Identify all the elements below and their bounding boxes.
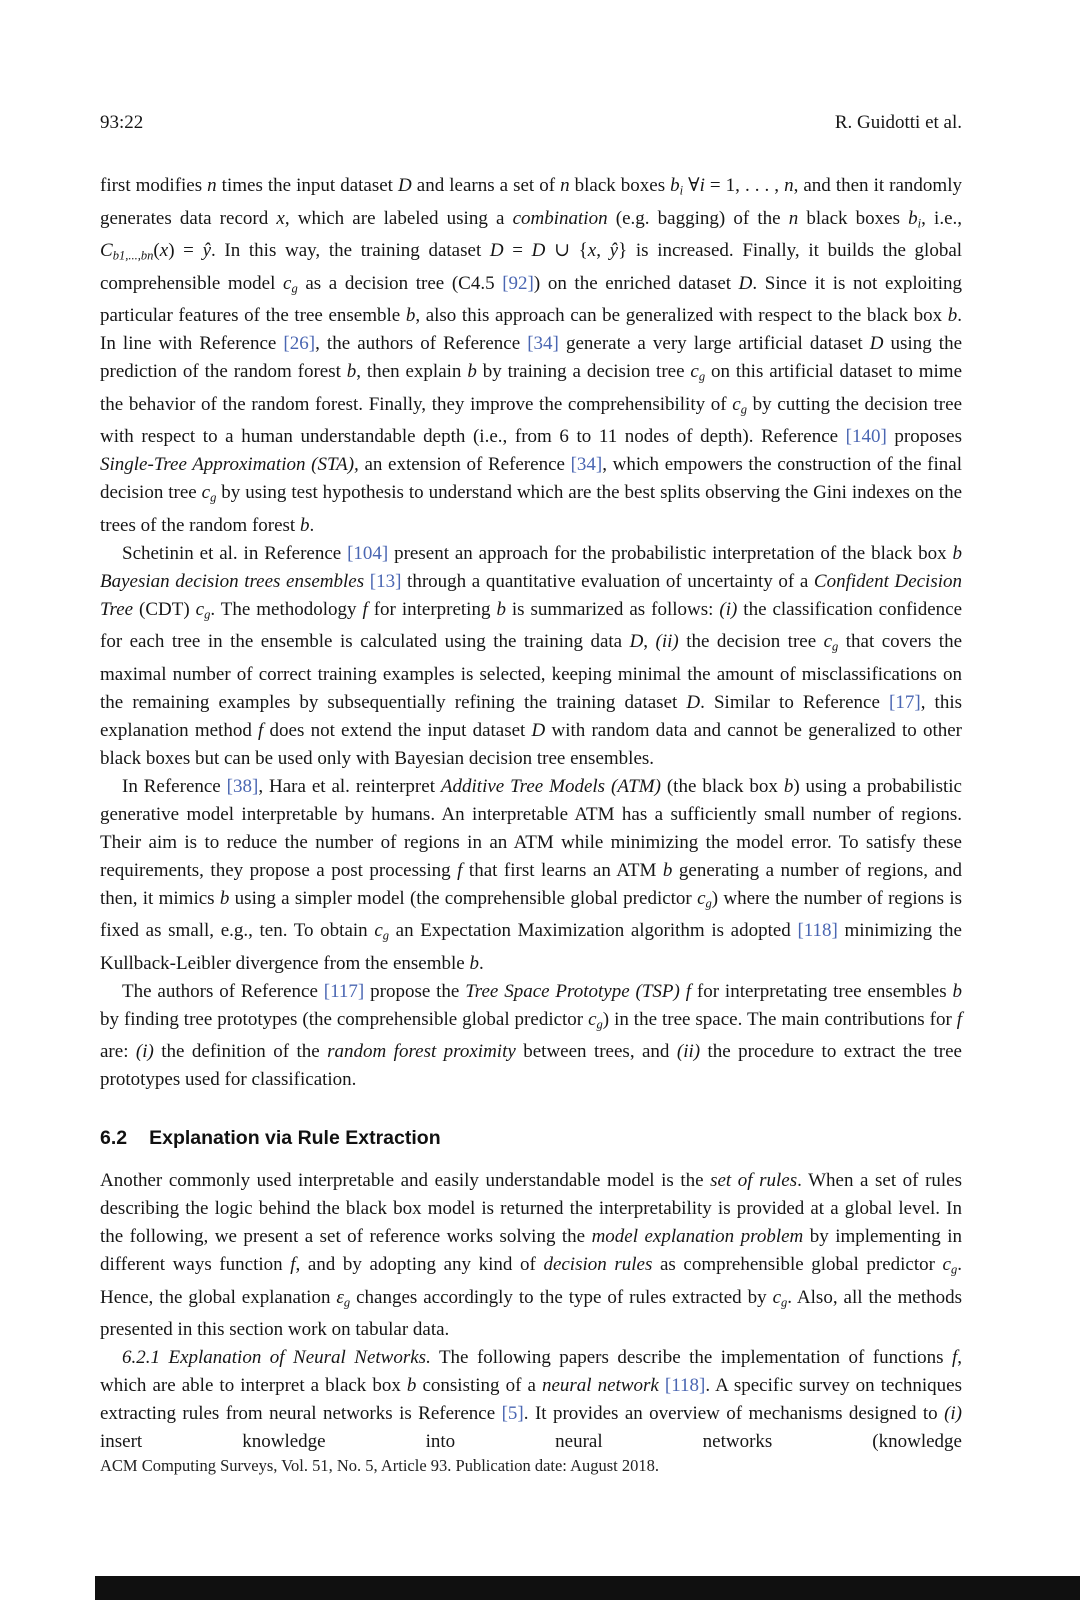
subscript-run: i: [679, 183, 684, 198]
italic-run: c: [588, 1008, 597, 1030]
text-run: first modifies: [100, 175, 208, 196]
italic-run: b: [952, 980, 962, 1002]
text-run: . It provides an overview of mechanisms designed to: [523, 1403, 945, 1424]
citation-link[interactable]: [26]: [283, 333, 316, 354]
italic-run: f: [258, 719, 264, 741]
paragraph-6-2-1-neural-networks: [100, 1344, 962, 1456]
citation-link[interactable]: [5]: [501, 1403, 524, 1424]
subscript-run: b1,...,bn: [112, 248, 154, 263]
italic-run: D: [398, 175, 412, 196]
italic-run: ŷ: [609, 240, 619, 261]
text-run: times the input dataset: [216, 175, 398, 196]
italic-run: b: [469, 952, 479, 974]
text-run: propose the: [364, 980, 466, 1002]
italic-run: Confident Decision Tree: [100, 570, 963, 620]
subscript-run: g: [210, 490, 217, 505]
italic-run: b: [952, 542, 962, 564]
text-run: present an approach for the probabilistic interpretation of the black box: [388, 542, 953, 564]
text-run: does not extend the input dataset: [263, 719, 532, 741]
subscript-run: i: [917, 216, 922, 230]
text-run: = 1, . . . ,: [704, 175, 785, 196]
text-run: by finding tree prototypes (the comprehensible global predictor: [100, 1008, 589, 1030]
citation-link[interactable]: [140]: [845, 426, 887, 447]
italic-run: c: [697, 887, 706, 909]
text-run: ∀: [683, 175, 700, 196]
text-run: are:: [100, 1041, 136, 1062]
text-run: the definition of the: [153, 1041, 328, 1062]
text-run: for interpretating tree ensembles: [691, 980, 953, 1002]
italic-run: (ii): [655, 631, 679, 652]
italic-run: Additive Tree Models (ATM): [440, 775, 661, 797]
text-run: =: [503, 240, 532, 261]
text-run: .: [478, 952, 484, 974]
text-run: for interpreting: [367, 598, 497, 620]
italic-run: c: [690, 361, 699, 382]
text-run: (CDT): [133, 598, 196, 620]
subscript-run: g: [382, 928, 390, 943]
italic-run: c: [823, 631, 833, 652]
italic-run: D: [531, 240, 546, 261]
text-run: as a decision tree (C4.5: [297, 272, 503, 294]
subscript-run: g: [698, 369, 706, 384]
italic-run: c: [374, 920, 383, 941]
text-run: , which empowers the construction of the final decision tree: [100, 454, 962, 503]
italic-run: c: [772, 1286, 782, 1308]
text-run: ) on the enriched dataset: [533, 272, 739, 294]
italic-run: c: [732, 393, 741, 415]
text-run: (the black box: [660, 775, 784, 797]
text-run: that first learns an ATM: [462, 859, 663, 881]
page-footer: [100, 1456, 659, 1476]
text-run: ,: [596, 240, 610, 261]
text-run: , which are labeled using a: [284, 207, 513, 229]
running-authors: R. Guidotti et al.: [834, 112, 962, 133]
italic-run: n: [560, 175, 570, 196]
italic-run: 6.2.1 Explanation of Neural Networks.: [122, 1347, 431, 1368]
text-run: The following papers describe the implementation of functions: [430, 1347, 952, 1368]
text-run: generate a very large artificial dataset: [558, 333, 870, 354]
text-run: insert knowledge into neural networks (knowledge: [100, 1431, 962, 1452]
text-run: minimizing the Kullback-Leibler divergence from the ensemble: [100, 920, 962, 974]
italic-run: set of rules: [710, 1170, 798, 1191]
text-run: Another commonly used interpretable and easily understandable model is the: [100, 1170, 711, 1191]
text-run: , which are able to interpret a black box: [100, 1347, 962, 1396]
text-run: Schetinin et al. in Reference: [122, 542, 348, 564]
italic-run: f: [685, 980, 692, 1002]
italic-run: (i): [719, 598, 738, 620]
citation-link[interactable]: [13]: [369, 570, 402, 592]
text-run: using the prediction of the random forest: [100, 333, 963, 382]
italic-run: b: [299, 514, 310, 536]
text-run: by implementing in different ways function: [100, 1226, 962, 1275]
text-run: ) =: [168, 240, 203, 261]
text-run: . A specific survey on techniques extracting rules from neural networks is Reference: [100, 1375, 962, 1424]
italic-run: Tree Space Prototype (TSP): [465, 980, 680, 1002]
page-header: [100, 112, 962, 134]
subscript-run: g: [291, 281, 298, 295]
subscript-run: g: [740, 402, 747, 416]
text-run: is summarized as follows:: [505, 598, 720, 620]
page-body: [100, 172, 962, 1456]
citation-link[interactable]: [92]: [502, 272, 534, 294]
text-run: black boxes: [569, 175, 671, 196]
italic-run: neural network: [541, 1375, 659, 1396]
citation-link[interactable]: [118]: [664, 1375, 706, 1396]
italic-run: b: [670, 175, 680, 196]
text-run: ) using a probabilistic generative model interpretable by humans. An interpretable ATM has a sufficiently small number of regions. Their aim is to reduce the number of regions in an ATM while minimizing the model error. To satisfy these requirements, they propose a post processing: [100, 775, 962, 881]
text-run: , and then it randomly generates data record: [100, 175, 962, 229]
text-run: The authors of Reference: [122, 980, 324, 1002]
text-run: and learns a set of: [411, 175, 561, 196]
italic-run: ε: [336, 1286, 344, 1308]
text-run: ,: [643, 631, 656, 652]
text-run: by using test hypothesis to understand which are the best splits observing the Gini indexes on the trees of the random forest: [100, 482, 962, 536]
italic-run: D: [489, 240, 504, 261]
italic-run: i: [699, 175, 705, 196]
citation-link[interactable]: [17]: [889, 691, 921, 713]
italic-run: b: [662, 859, 673, 881]
text-run: . In this way, the training dataset: [211, 240, 490, 261]
citation-link[interactable]: [118]: [797, 920, 838, 941]
italic-run: b: [405, 305, 416, 326]
citation-link[interactable]: [117]: [323, 980, 365, 1002]
text-run: , i.e.,: [921, 207, 963, 229]
italic-run: combination: [512, 207, 608, 229]
text-run: using a simpler model (the comprehensible global predictor: [229, 887, 698, 909]
italic-run: b: [346, 361, 357, 382]
italic-run: b: [908, 207, 918, 229]
text-run: as comprehensible global predictor: [652, 1254, 943, 1275]
italic-run: Bayesian decision trees ensembles: [100, 570, 365, 592]
text-run: changes accordingly to the type of rules extracted by: [350, 1286, 773, 1308]
text-run: , Hara et al. reinterpret: [258, 775, 441, 797]
paragraph-tree-approximation: [100, 172, 962, 540]
text-run: In Reference: [122, 775, 227, 797]
subscript-run: g: [832, 639, 839, 654]
italic-run: c: [201, 482, 211, 503]
subscript-run: g: [781, 1295, 788, 1309]
text-run: , this explanation method: [100, 691, 962, 741]
citation-link[interactable]: [104]: [347, 542, 389, 564]
section-title: Explanation via Rule Extraction: [149, 1127, 441, 1149]
text-run: . Similar to Reference: [700, 691, 890, 713]
footer-citation-line: ACM Computing Surveys, Vol. 51, No. 5, Article 93. Publication date: August 2018.: [100, 1456, 660, 1475]
text-run: . Hence, the global explanation: [100, 1254, 962, 1308]
italic-run: x: [587, 240, 597, 261]
text-run: , the authors of Reference: [315, 333, 528, 354]
text-run: on this artificial dataset to mime the behavior of the random forest. Finally, they improve the comprehensibility of: [100, 361, 963, 415]
italic-run: (i): [944, 1403, 963, 1424]
italic-run: n: [207, 175, 217, 196]
italic-run: b: [496, 598, 506, 620]
italic-run: D: [531, 719, 546, 741]
subscript-run: g: [596, 1017, 603, 1031]
text-run: consisting of a: [416, 1375, 542, 1396]
text-run: proposes: [886, 426, 962, 447]
text-run: that covers the maximal number of correct training examples is selected, keeping minimal the amount of misclassifications on the remaining examples by subsequentially refining the training dataset: [100, 631, 962, 713]
text-run: .: [309, 514, 315, 536]
text-run: black boxes: [798, 207, 909, 229]
italic-run: f: [956, 1008, 962, 1030]
italic-run: (i): [135, 1041, 154, 1062]
italic-run: random forest proximity: [327, 1041, 516, 1062]
italic-run: f: [362, 598, 368, 620]
subscript-run: g: [705, 896, 712, 910]
italic-run: decision rules: [543, 1254, 653, 1275]
text-run: an Expectation Maximization algorithm is adopted: [389, 920, 798, 941]
subscript-run: g: [204, 607, 211, 621]
paragraph-rule-extraction-intro: [100, 1167, 962, 1344]
text-run: with random data and cannot be generalized to other black boxes but can be used only with Bayesian decision tree ensembles.: [100, 719, 962, 769]
text-run: } is increased. Finally, it builds the global comprehensible model: [100, 240, 963, 294]
text-run: by training a decision tree: [476, 361, 691, 382]
paragraph-hara-atm: [100, 773, 962, 978]
subscript-run: g: [950, 1262, 958, 1277]
text-run: the classification confidence for each tree in the ensemble is calculated using the training data: [100, 598, 963, 652]
text-run: ) in the tree space. The main contributions for: [602, 1008, 957, 1030]
text-run: (: [153, 240, 160, 261]
italic-run: x: [159, 240, 169, 261]
text-run: ) where the number of regions is fixed as small, e.g., ten. To obtain: [100, 887, 962, 941]
citation-link[interactable]: [34]: [527, 333, 559, 354]
italic-run: C: [100, 240, 113, 261]
text-run: (e.g. bagging) of the: [607, 207, 789, 229]
citation-link[interactable]: [38]: [226, 775, 259, 797]
text-run: through a quantitative evaluation of uncertainty of a: [401, 570, 814, 592]
italic-run: x: [276, 207, 285, 229]
paragraph-schetinin: [100, 540, 962, 773]
italic-run: c: [942, 1254, 951, 1275]
italic-run: D: [686, 691, 701, 713]
text-run: , then explain: [356, 361, 468, 382]
italic-run: c: [195, 598, 205, 620]
subscript-run: g: [343, 1295, 351, 1309]
text-run: , and by adopting any kind of: [295, 1254, 544, 1275]
section-number: 6.2: [100, 1127, 128, 1149]
italic-run: D: [869, 333, 884, 354]
italic-run: f: [290, 1254, 296, 1275]
text-run: . The methodology: [210, 598, 363, 620]
section-heading-6-2: [100, 1124, 962, 1152]
text-run: . Also, all the methods presented in this section work on tabular data.: [100, 1286, 962, 1340]
text-run: . In line with Reference: [100, 305, 963, 354]
text-run: the decision tree: [678, 631, 824, 652]
italic-run: c: [283, 272, 292, 294]
citation-link[interactable]: [34]: [570, 454, 603, 475]
paragraph-tree-space-prototype: [100, 978, 962, 1095]
italic-run: n: [788, 207, 799, 229]
text-run: the procedure to extract the tree prototypes used for classification.: [100, 1041, 962, 1090]
text-run: between trees, and: [515, 1041, 677, 1062]
italic-run: b: [219, 887, 230, 909]
italic-run: D: [738, 272, 753, 294]
text-run: generating a number of regions, and then, it mimics: [100, 859, 962, 909]
text-run: . Since it is not exploiting particular features of the tree ensemble: [100, 272, 962, 326]
italic-run: f: [457, 859, 463, 881]
text-run: by cutting the decision tree with respect to a human understandable depth (i.e., from 6 to 11 nodes of depth). Reference: [100, 393, 962, 447]
italic-run: D: [629, 631, 644, 652]
italic-run: b: [947, 305, 958, 326]
text-run: an extension of Reference: [358, 454, 571, 475]
text-run: , also this approach can be generalized with respect to the black box: [415, 305, 948, 326]
italic-run: n: [784, 175, 794, 196]
text-run: . When a set of rules describing the logic behind the black box model is returned the interpretability is provided at a global level. In the following, we present a set of reference works solving the: [100, 1170, 963, 1247]
text-run: ∪ {: [545, 240, 588, 261]
italic-run: model explanation problem: [591, 1226, 804, 1247]
italic-run: f: [951, 1347, 958, 1368]
italic-run: (ii): [676, 1041, 701, 1062]
italic-run: ŷ: [202, 240, 211, 261]
italic-run: b: [467, 361, 477, 382]
bottom-bar: [95, 1576, 1080, 1600]
page-number: 93:22: [100, 112, 144, 133]
italic-run: b: [406, 1375, 417, 1396]
italic-run: Single-Tree Approximation (STA),: [100, 454, 359, 475]
italic-run: b: [783, 775, 794, 797]
